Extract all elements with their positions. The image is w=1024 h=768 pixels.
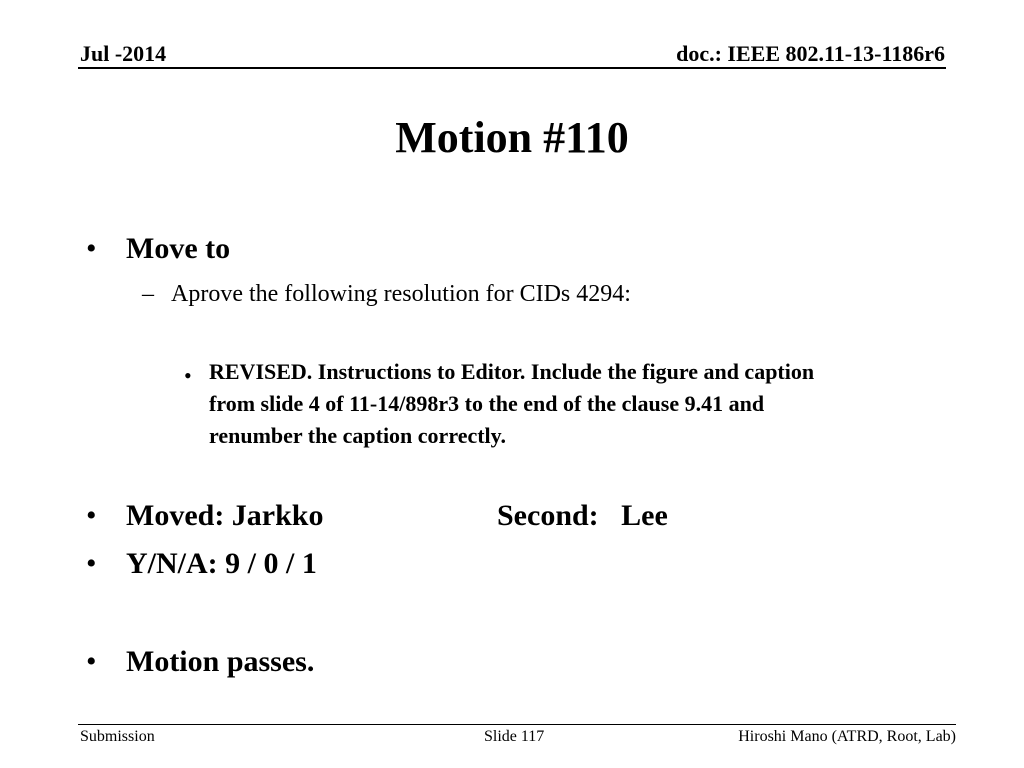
resolution-text: [209, 356, 949, 452]
move-to-text: Move to: [126, 232, 231, 265]
resolution-line: REVISED. Instructions to Editor. Include the figure and caption: [209, 359, 815, 384]
resolution-line: from slide 4 of 11-14/898r3 to the end of the clause 9.41 and: [209, 391, 765, 416]
bullet-icon: •: [86, 645, 97, 678]
header-date: Jul -2014: [80, 41, 167, 66]
dash-icon: –: [142, 281, 154, 307]
slide-title: Motion #110: [395, 113, 629, 162]
header-divider: [78, 67, 946, 69]
bullet-icon: •: [86, 499, 97, 532]
bullet-icon: •: [86, 547, 97, 580]
footer-author: Hiroshi Mano (ATRD, Root, Lab): [738, 728, 956, 745]
vote-result-text: Y/N/A: 9 / 0 / 1: [126, 547, 317, 580]
footer-submission: Submission: [80, 728, 155, 745]
motion-result-text: Motion passes.: [126, 645, 315, 678]
resolution-intro-text: Aprove the following resolution for CIDs 4294:: [171, 281, 631, 307]
seconded-by-text: Second: Lee: [497, 499, 668, 532]
resolution-line: renumber the caption correctly.: [209, 423, 506, 448]
header-doc-id: doc.: IEEE 802.11-13-1186r6: [676, 41, 945, 66]
bullet-icon: •: [86, 232, 97, 265]
footer-divider: [78, 724, 956, 725]
moved-by-text: Moved: Jarkko: [126, 499, 324, 532]
bullet-icon: •: [184, 363, 192, 388]
footer-slide-number: Slide 117: [484, 728, 545, 745]
